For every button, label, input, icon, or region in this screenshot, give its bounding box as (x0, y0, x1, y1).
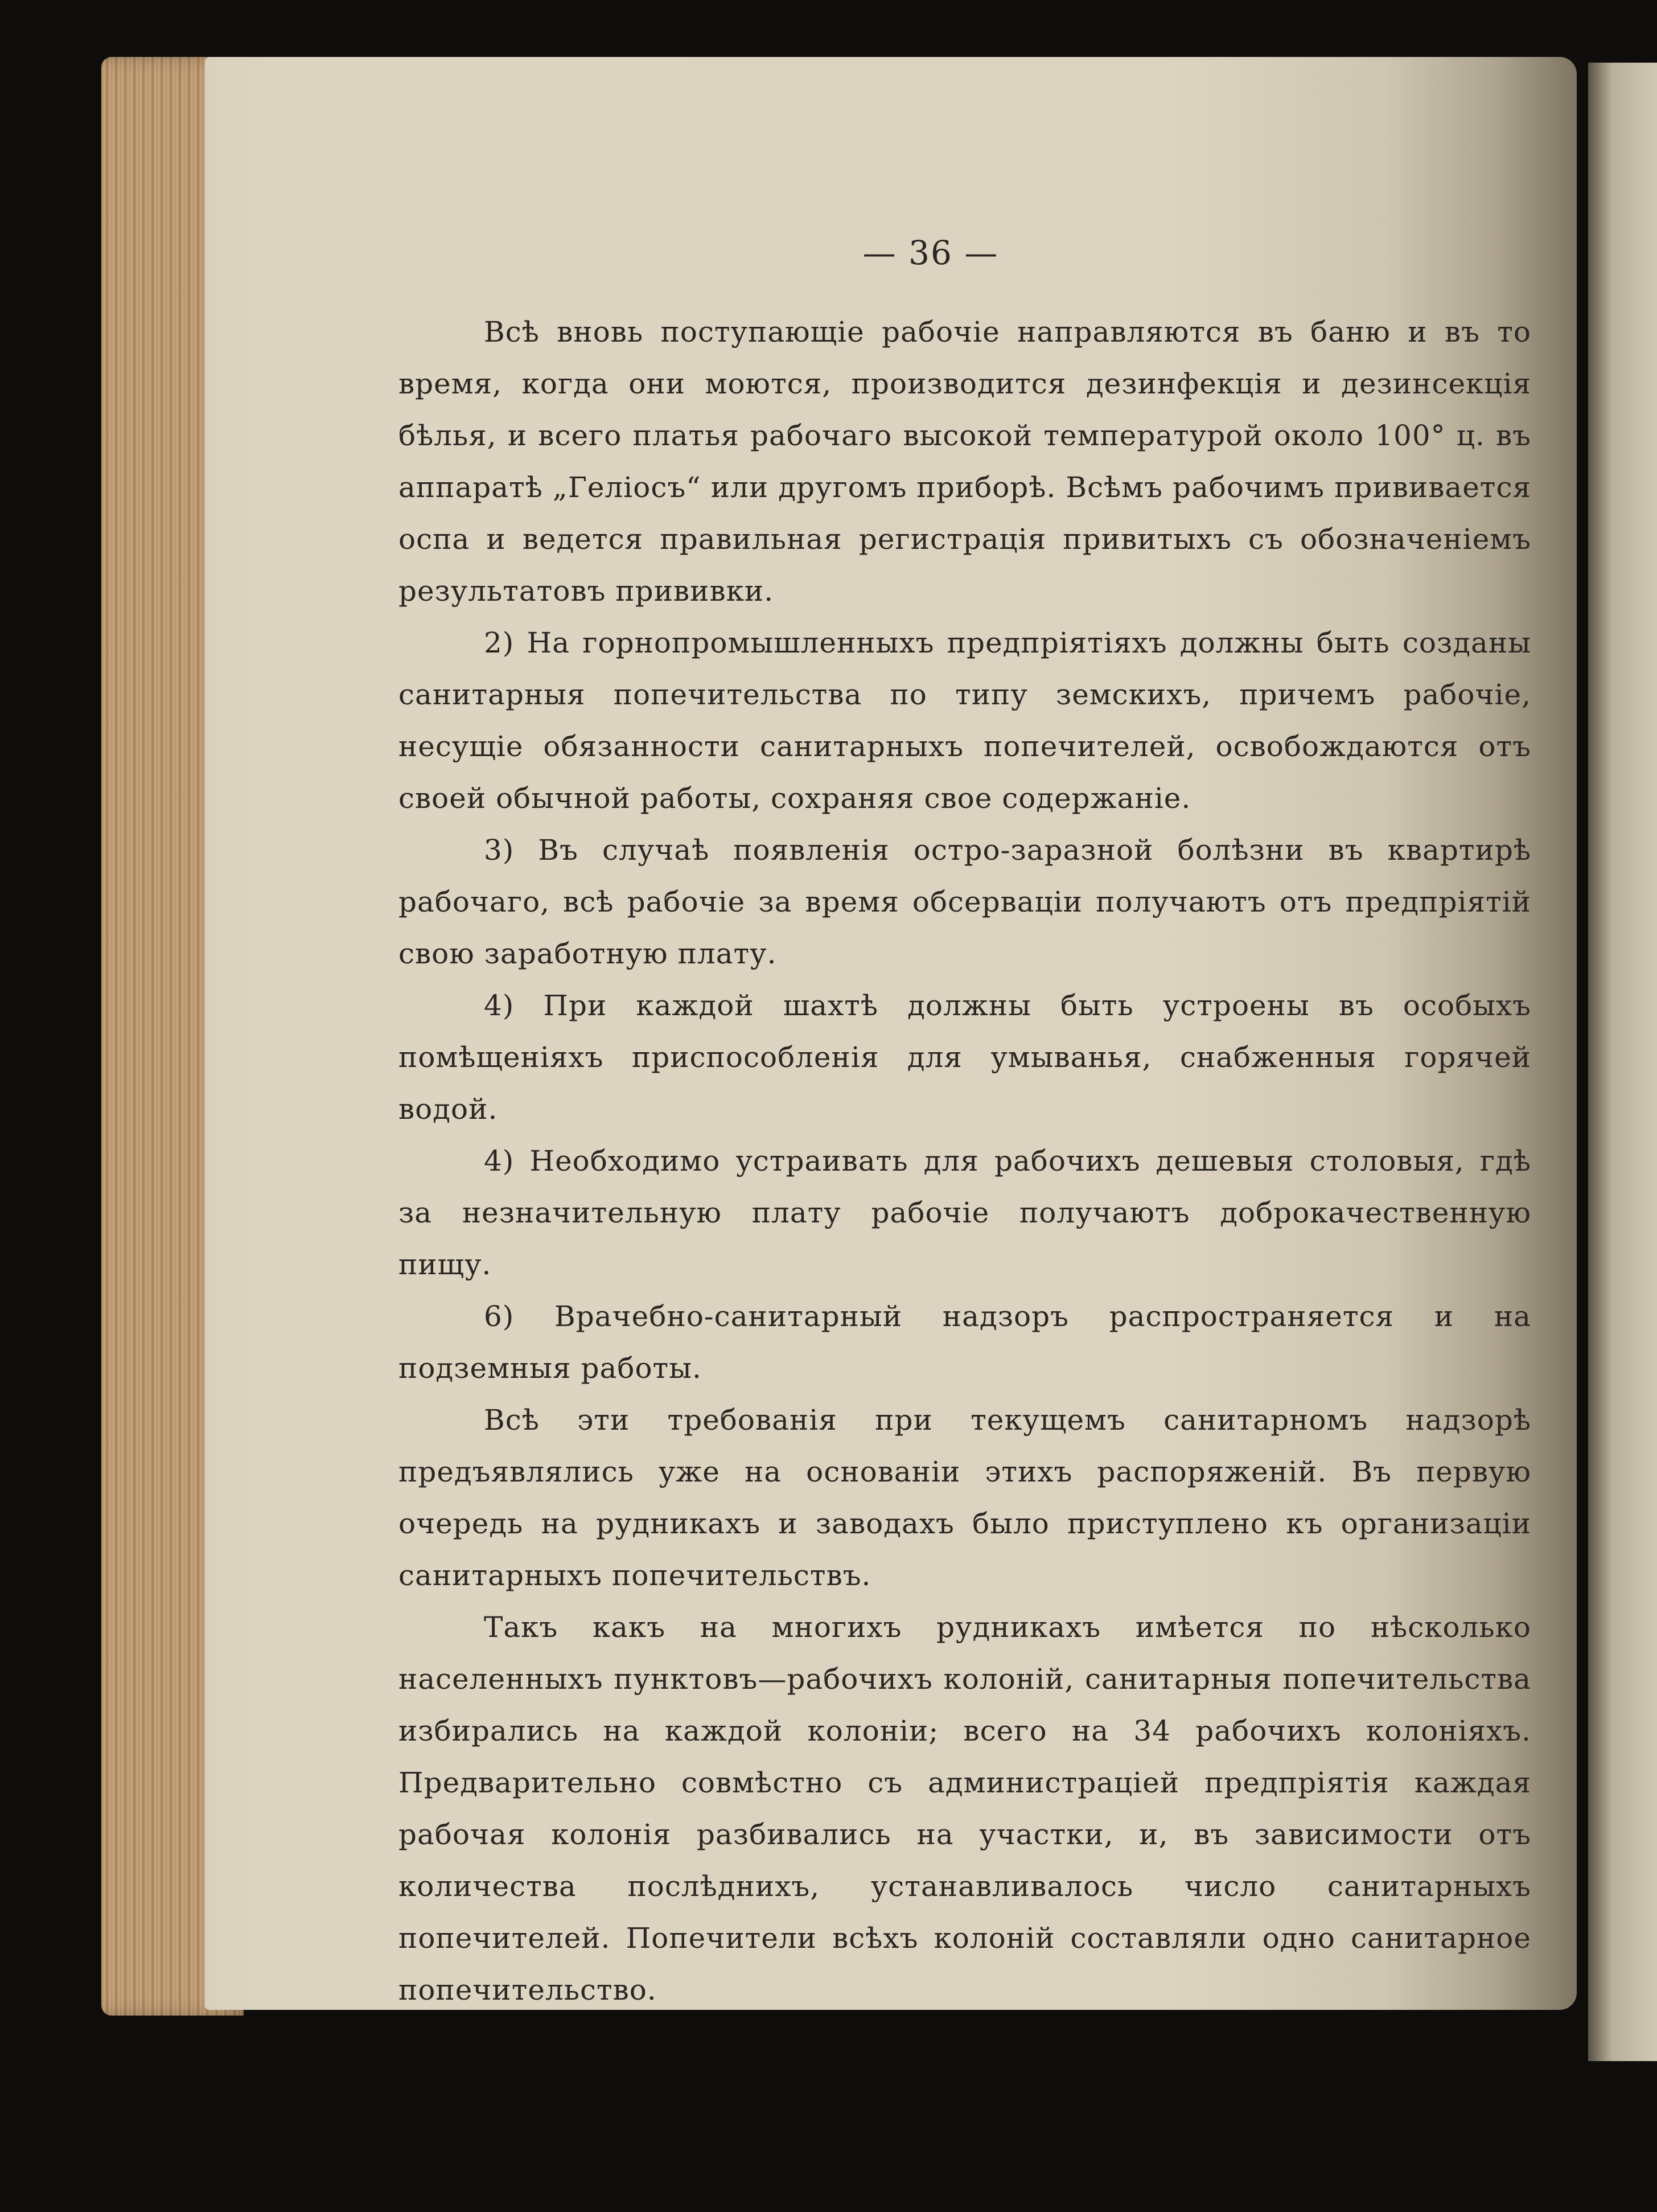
paragraph-8: Такъ какъ на многихъ рудникахъ имѣется по нѣсколько населенныхъ пунктовъ—рабочихъ колоній, санитарныя попечительства избирались на каждой колоніи; всего на 34 рабочихъ колоніяхъ. Предварительно совмѣстно съ администраціей предпріятія каждая рабочая колонія разбивались на участки, и, въ зависимости отъ количества послѣднихъ, устанавливалось число санитарныхъ попечителей. Попечители всѣхъ колоній составляли одно санитарное попечительство. (398, 1611, 1531, 2006)
paragraph-7: Всѣ эти требованія при текущемъ санитарномъ надзорѣ предъявлялись уже на основаніи этихъ распоряженій. Въ первую очередь на рудникахъ и заводахъ было приступлено къ организаціи санитарныхъ попечительствъ. (398, 1403, 1531, 1592)
paragraph-4: 4) При каждой шахтѣ должны быть устроены въ особыхъ помѣщеніяхъ приспособленія для умыванья, снабженныя горячей водой. (398, 989, 1531, 1126)
paragraph-2: 2) На горнопромышленныхъ предпріятіяхъ должны быть созданы санитарныя попечительства по типу земскихъ, причемъ рабочіе, несущіе обязанности санитарныхъ попечителей, освобождаются отъ своей обычной работы, сохраняя свое содержаніе. (398, 626, 1531, 815)
page-text (398, 233, 1531, 2016)
paragraph-6: 6) Врачебно-санитарный надзоръ распространяется и на подземныя работы. (398, 1300, 1531, 1385)
paragraph-5: 4) Необходимо устраивать для рабочихъ дешевыя столовыя, гдѣ за незначительную плату рабочіе получаютъ доброкачественную пищу. (398, 1144, 1531, 1281)
page-number: — 36 — (862, 233, 999, 272)
paragraph-1: Всѣ вновь поступающіе рабочіе направляются въ баню и въ то время, когда они моются, производится дезинфекція и дезинсекція бѣлья, и всего платья рабочаго высокой температурой около 100° ц. въ аппаратѣ „Геліосъ“ или другомъ приборѣ. Всѣмъ рабочимъ прививается оспа и ведется правильная регистрація привитыхъ съ обозначеніемъ результатовъ прививки. (398, 315, 1531, 608)
paragraph-3: 3) Въ случаѣ появленія остро-заразной болѣзни въ квартирѣ рабочаго, всѣ рабочіе за время обсерваціи получаютъ отъ предпріятій свою заработную плату. (398, 834, 1531, 970)
facing-page-edge (1588, 63, 1657, 2061)
